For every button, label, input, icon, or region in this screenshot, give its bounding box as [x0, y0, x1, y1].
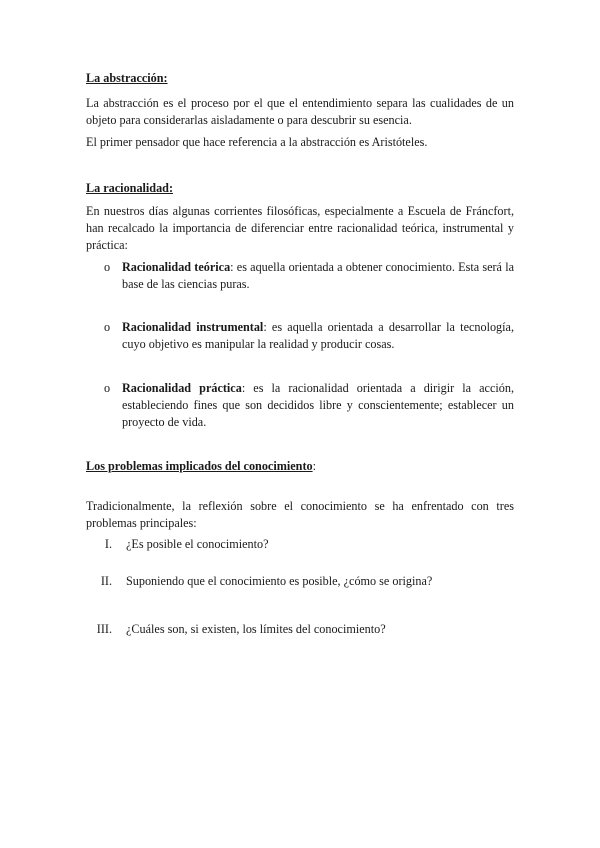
- list-item-racionalidad-teorica: [122, 259, 514, 293]
- term-label: Racionalidad instrumental: [122, 320, 264, 334]
- heading-abstraccion: La abstracción:: [86, 71, 168, 85]
- paragraph-abstraccion-aristoteles: El primer pensador que hace referencia a la abstracción es Aristóteles.: [86, 135, 428, 149]
- paragraph-abstraccion-definition: La abstracción es el proceso por el que el entendimiento separa las cualidades de un objeto para considerarlas aisladamente o para descubrir su esencia.: [86, 96, 514, 127]
- heading-problemas-text: Los problemas implicados del conocimiento: [86, 459, 313, 473]
- list-item-racionalidad-instrumental: [122, 319, 514, 353]
- term-label: Racionalidad práctica: [122, 381, 242, 395]
- paragraph-racionalidad-intro: En nuestros días algunas corrientes filosóficas, especialmente a Escuela de Fráncfort, han recalcado la importancia de diferenciar entre racionalidad teórica, instrumental y práctica:: [86, 204, 514, 252]
- bullet-marker: o: [104, 260, 111, 274]
- heading-problemas: [86, 458, 316, 475]
- heading-racionalidad: La racionalidad:: [86, 181, 174, 195]
- paragraph-problemas-intro: Tradicionalmente, la reflexión sobre el conocimiento se ha enfrentado con tres problemas principales:: [86, 499, 514, 530]
- question-text: ¿Cuáles son, si existen, los límites del conocimiento?: [126, 622, 386, 636]
- question-numeral: I.: [104, 537, 112, 551]
- question-text: ¿Es posible el conocimiento?: [126, 537, 269, 551]
- bullet-marker: o: [104, 381, 111, 395]
- list-item-racionalidad-practica: [122, 380, 514, 431]
- term-description: : es aquella orientada a desarrollar la tecnología, cuyo objetivo es manipular la realidad y producir cosas.: [122, 320, 514, 351]
- question-numeral: III.: [96, 622, 112, 636]
- question-numeral: II.: [100, 574, 112, 588]
- question-text: Suponiendo que el conocimiento es posible, ¿cómo se origina?: [126, 574, 433, 588]
- heading-problemas-colon: :: [312, 459, 316, 473]
- bullet-marker: o: [104, 320, 111, 334]
- term-label: Racionalidad teórica: [122, 260, 231, 274]
- term-description: : es aquella orientada a obtener conocimiento. Esta será la base de las ciencias puras.: [122, 260, 514, 291]
- term-description: : es la racionalidad orientada a dirigir la acción, estableciendo fines que son decididos libre y conscientemente; establecer un proyecto de vida.: [122, 381, 514, 429]
